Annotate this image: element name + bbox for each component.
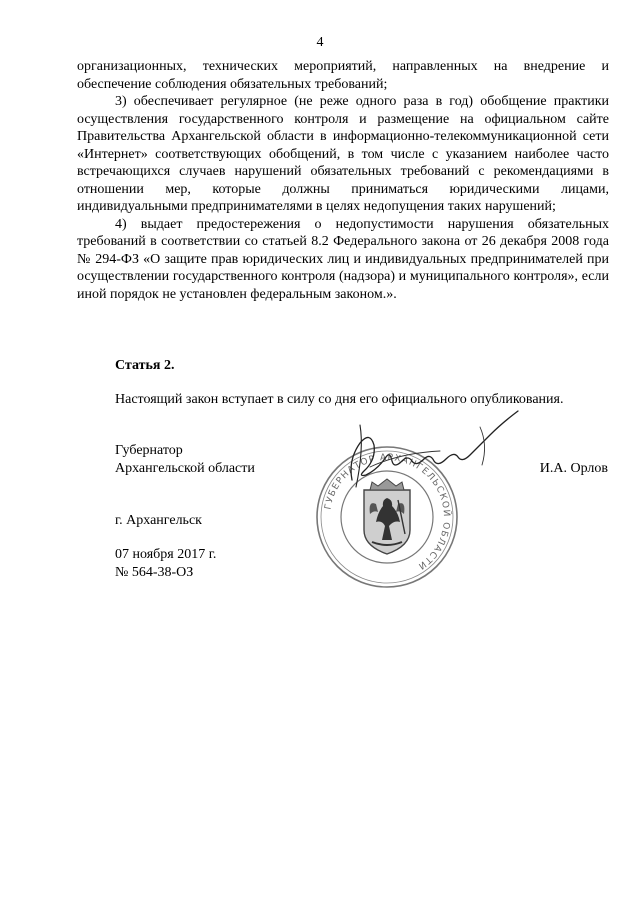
article-heading: Статья 2.	[115, 358, 175, 373]
article-text: Настоящий закон вступает в силу со дня его официального опубликования.	[115, 392, 564, 407]
paragraph-continuation: организационных, технических мероприятий, направленных на внедрение и обеспечение соблюдения обязательных требований;	[77, 59, 609, 92]
svg-text:ГУБЕРНАТОР АРХАНГЕЛЬСКОЙ ОБЛАС: ГУБЕРНАТОР АРХАНГЕЛЬСКОЙ ОБЛАСТИ	[323, 452, 452, 572]
law-body-text	[77, 58, 609, 303]
date-line: 07 ноября 2017 г.	[115, 547, 217, 562]
signatory-position-line2: Архангельской области	[115, 461, 255, 476]
page-number: 4	[316, 35, 324, 50]
city-line: г. Архангельск	[115, 513, 202, 528]
paragraph-item-3: 3) обеспечивает регулярное (не реже одного раза в год) обобщение практики осуществления государственного контроля и размещение на официальном сайте Правительства Архангельской области в информационно-телекоммуникационной сети «Интернет» соответствующих обобщений, в том числе с указанием наиболее часто встречающихся случаев нарушений обязательных требований с рекомендациями в отношении мер, которые должны приниматься юридическими лицами, индивидуальными предпринимателями в целях недопущения таких нарушений;	[77, 94, 609, 214]
law-number-line: № 564-38-ОЗ	[115, 565, 194, 580]
paragraph-item-4: 4) выдает предостережения о недопустимости нарушения обязательных требований в соответствии со статьей 8.2 Федерального закона от 26 декабря 2008 года № 294-ФЗ «О защите прав юридических лиц и индивидуальных предпринимателей при осуществлении государственного контроля (надзора) и муниципального контроля», если иной порядок не установлен федеральным законом.».	[77, 216, 609, 302]
signatory-position-line1: Губернатор	[115, 443, 183, 458]
handwritten-signature-icon	[330, 405, 530, 495]
signatory-name: И.А. Орлов	[539, 461, 608, 476]
